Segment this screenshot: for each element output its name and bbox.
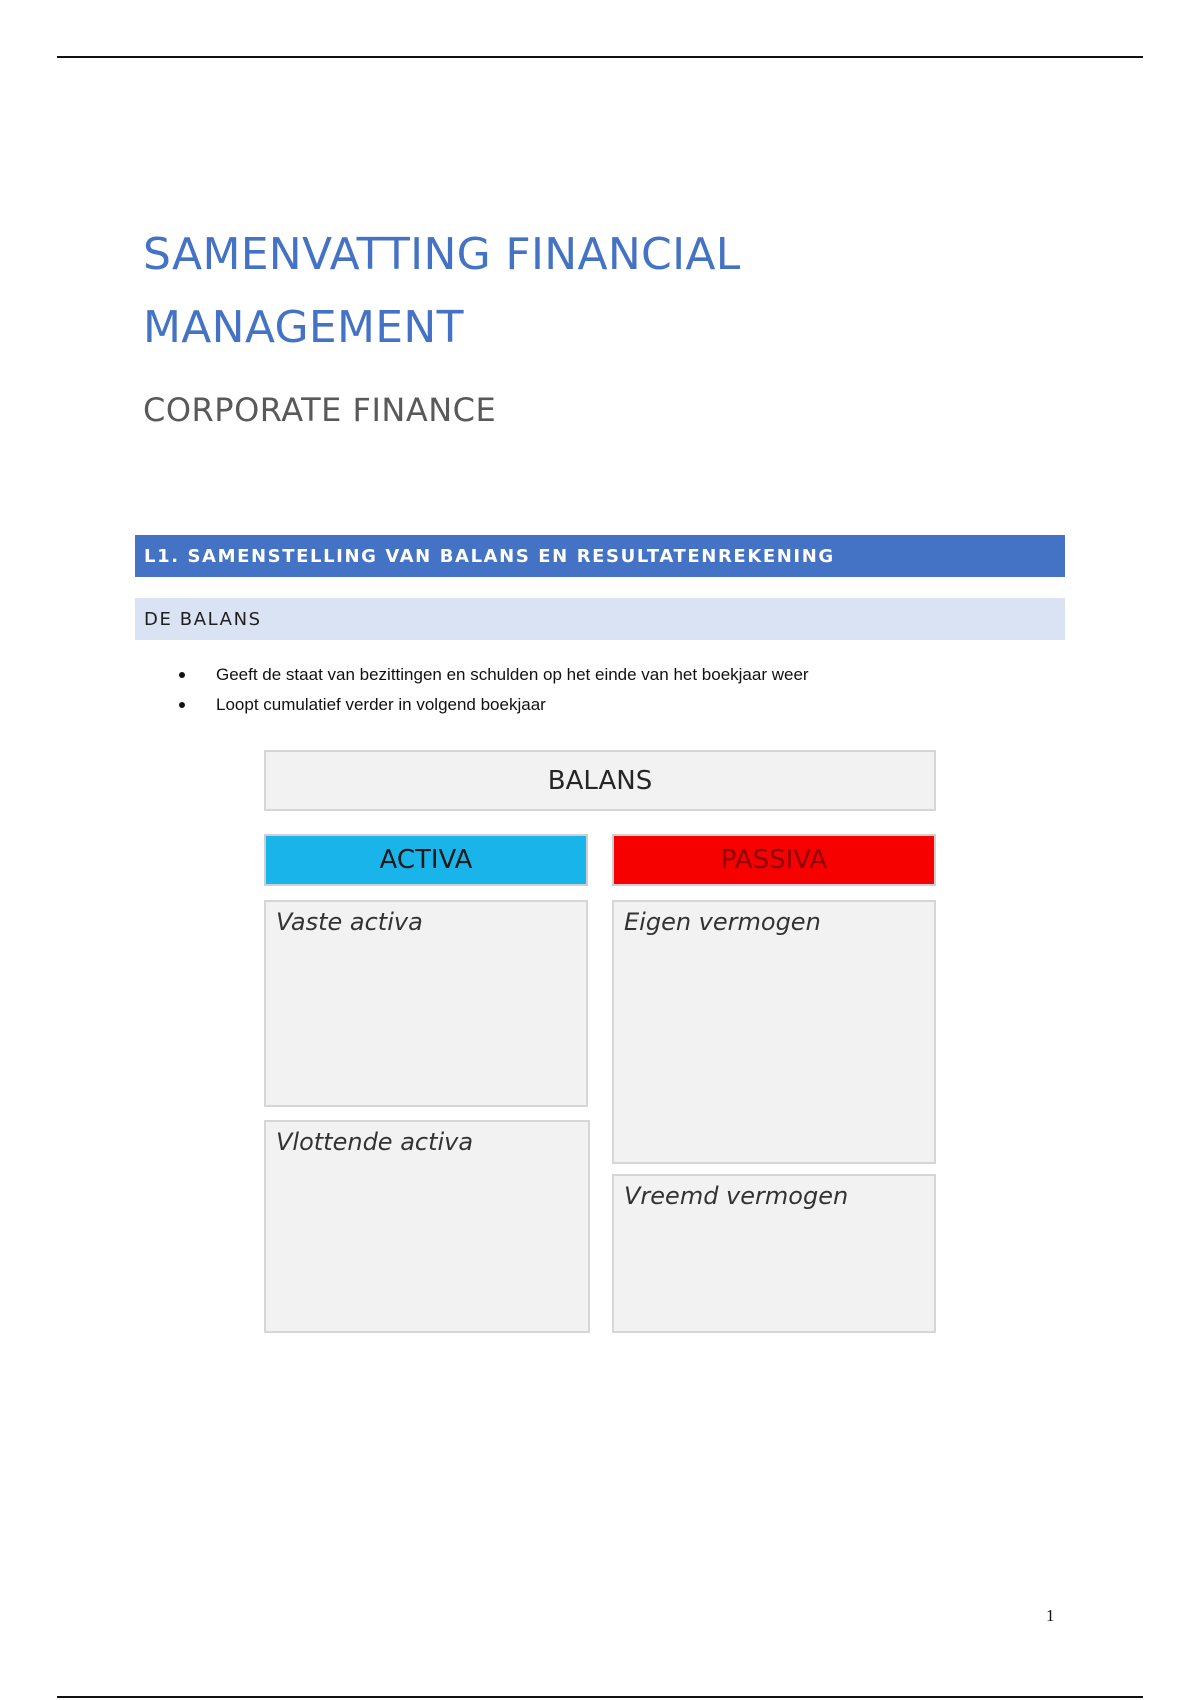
vreemd-vermogen-label: Vreemd vermogen [624,1182,849,1210]
section-heading [135,535,1065,577]
list-item-text: Loopt cumulatief verder in volgend boekjaar [216,695,546,714]
document-subtitle: CORPORATE FINANCE [143,391,497,429]
list-item [176,690,809,720]
list-item [176,660,809,690]
subsection-heading [135,598,1065,640]
passiva-header: PASSIVA [612,834,936,886]
eigen-vermogen-box [612,900,936,1164]
page-number: 1 [1046,1606,1055,1625]
activa-header: ACTIVA [264,834,588,886]
balance-sheet-diagram [264,750,936,1335]
vaste-activa-box [264,900,588,1107]
bullet-list [176,660,809,720]
vlottende-activa-box [264,1120,590,1333]
diagram-title: BALANS [264,750,936,811]
bullet-icon [179,702,185,708]
document-title: SAMENVATTING FINANCIAL MANAGEMENT [143,229,741,353]
vreemd-vermogen-box [612,1174,936,1333]
footer-rule [57,1696,1143,1698]
eigen-vermogen-label: Eigen vermogen [624,908,821,936]
section-heading-text: L1. SAMENSTELLING VAN BALANS EN RESULTATENREKENING [144,545,835,567]
vlottende-activa-label: Vlottende activa [276,1128,474,1156]
bullet-icon [179,672,185,678]
header-rule [57,56,1143,58]
list-item-text: Geeft de staat van bezittingen en schulden op het einde van het boekjaar weer [216,665,809,684]
vaste-activa-label: Vaste activa [276,908,423,936]
subsection-heading-text: DE BALANS [144,608,262,630]
